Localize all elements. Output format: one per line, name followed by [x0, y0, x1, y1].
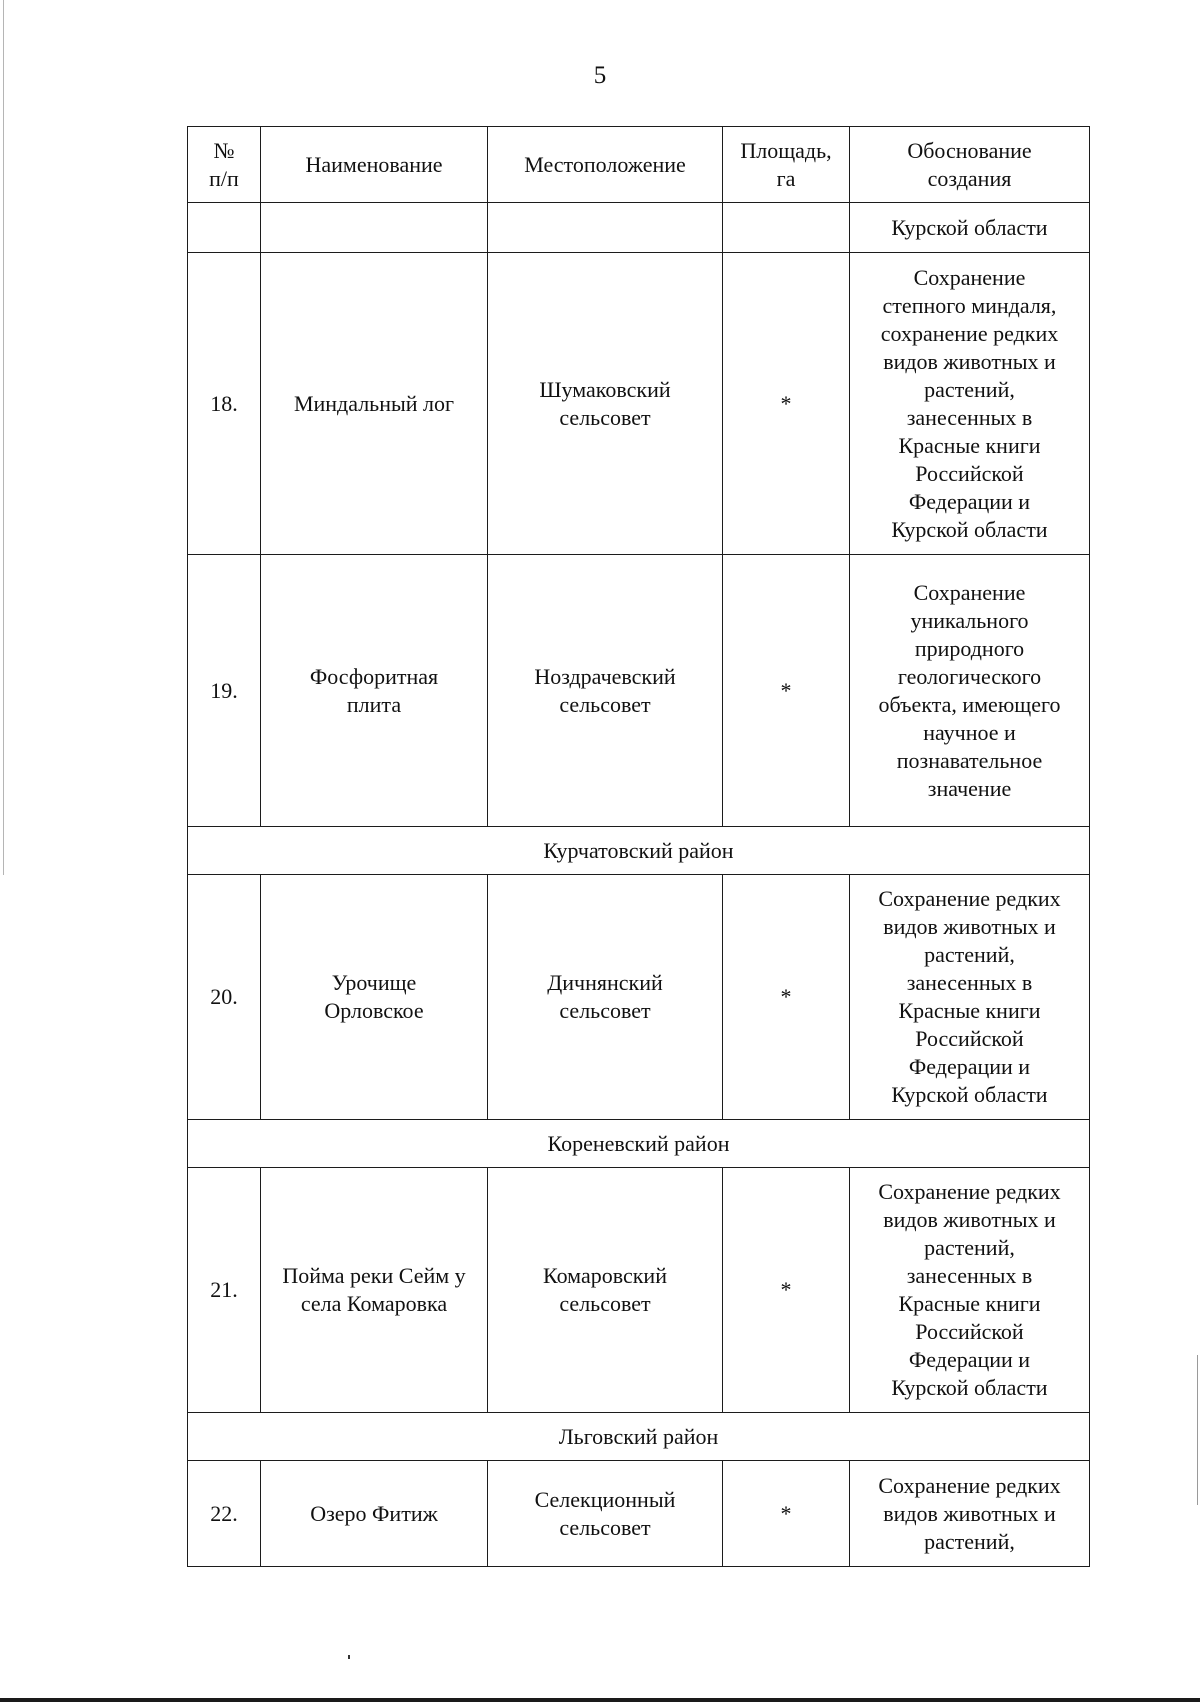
cell-area: * [723, 1168, 850, 1413]
scan-edge-line-left [3, 0, 4, 875]
cell-no: 22. [188, 1461, 261, 1567]
cell-location: Дичнянский сельсовет [488, 875, 723, 1120]
cell-no: 21. [188, 1168, 261, 1413]
table-row [188, 555, 1090, 827]
cell-location: Селекционный сельсовет [488, 1461, 723, 1567]
cell-name: Миндальный лог [261, 253, 488, 555]
cell-no: 20. [188, 875, 261, 1120]
header-basis: Обоснование создания [850, 127, 1090, 203]
cell-area: * [723, 253, 850, 555]
cell-no: 19. [188, 555, 261, 827]
table-row [188, 1168, 1090, 1413]
cell-name: Фосфоритная плита [261, 555, 488, 827]
table-row [188, 875, 1090, 1120]
header-no: № п/п [188, 127, 261, 203]
district-row [188, 1413, 1090, 1461]
cell-no [188, 203, 261, 253]
scan-edge-line-right [1197, 1355, 1198, 1505]
cell-area: * [723, 875, 850, 1120]
district-heading: Кореневский район [188, 1120, 1090, 1168]
table-row [188, 1461, 1090, 1567]
header-name: Наименование [261, 127, 488, 203]
cell-area: * [723, 1461, 850, 1567]
cell-area: * [723, 555, 850, 827]
cell-no: 18. [188, 253, 261, 555]
cell-basis: Сохранение редких видов животных и растений, занесенных в Красные книги Российской Федерации и Курской области [850, 1168, 1090, 1413]
district-row [188, 827, 1090, 875]
header-location: Местоположение [488, 127, 723, 203]
cell-location: Комаровский сельсовет [488, 1168, 723, 1413]
district-heading: Курчатовский район [188, 827, 1090, 875]
district-row [188, 1120, 1090, 1168]
cell-basis: Курской области [850, 203, 1090, 253]
cell-name: Урочище Орловское [261, 875, 488, 1120]
cell-basis: Сохранение уникального природного геологического объекта, имеющего научное и познавательное значение [850, 555, 1090, 827]
scan-speck [348, 1655, 350, 1659]
reserves-table [187, 126, 1090, 1567]
cell-location: Шумаковский сельсовет [488, 253, 723, 555]
page-number: 5 [593, 62, 607, 89]
cell-area [723, 203, 850, 253]
cell-basis: Сохранение степного миндаля, сохранение редких видов животных и растений, занесенных в Красные книги Российской Федерации и Курской области [850, 253, 1090, 555]
continuation-row [188, 203, 1090, 253]
header-area: Площадь, га [723, 127, 850, 203]
cell-basis: Сохранение редких видов животных и растений, [850, 1461, 1090, 1567]
scan-bottom-bar [0, 1698, 1200, 1702]
cell-name: Пойма реки Сейм у села Комаровка [261, 1168, 488, 1413]
cell-basis: Сохранение редких видов животных и растений, занесенных в Красные книги Российской Федерации и Курской области [850, 875, 1090, 1120]
cell-location [488, 203, 723, 253]
table-row [188, 253, 1090, 555]
cell-name: Озеро Фитиж [261, 1461, 488, 1567]
cell-location: Ноздрачевский сельсовет [488, 555, 723, 827]
district-heading: Льговский район [188, 1413, 1090, 1461]
cell-name [261, 203, 488, 253]
table-header-row [188, 127, 1090, 203]
